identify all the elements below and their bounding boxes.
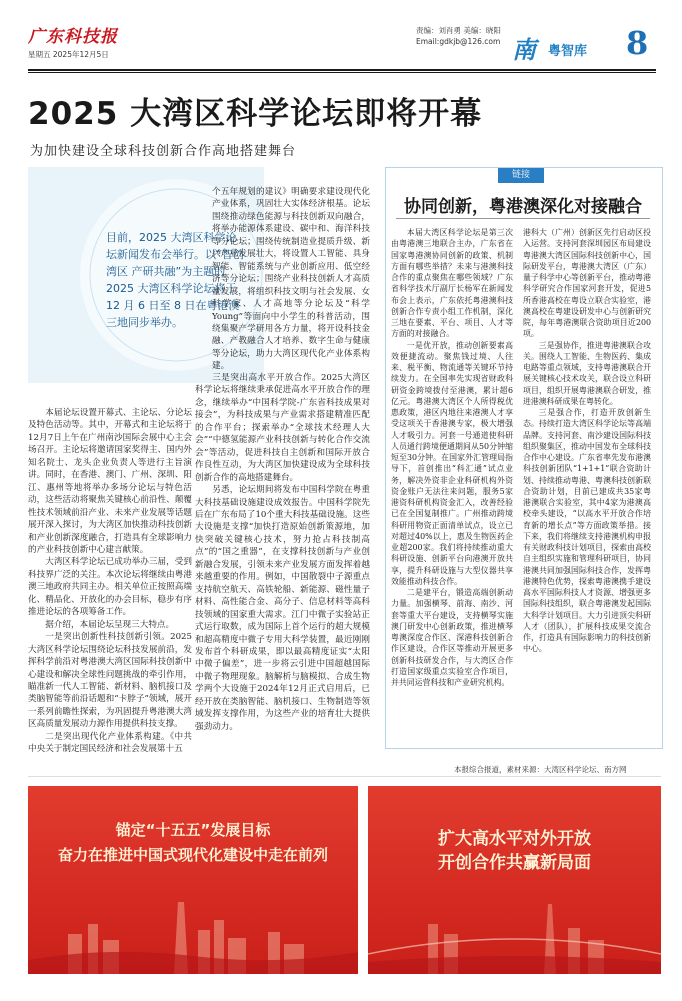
banner-left-line2: 奋力在推进中国式现代化建设中走在前列 <box>57 846 328 864</box>
sidebar-paragraph: 港科大（广州）创新区先行启动区投入运营。支持河套深圳园区布局建设粤港澳大湾区国际科技创新中心，国际研发平台，粤港澳大湾区（广东）量子科学中心等创新平台，推动粤港科学研究合作国家河套开发，促进5所香港高校在粤设立联合实验室，港澳高校在粤建设研发中心与创新研究院，每年粤港澳联合资助项目近200项。 <box>523 228 651 339</box>
section-logo-sub: 粤智库 <box>548 44 588 59</box>
bridge-skyline-icon <box>368 894 661 974</box>
page-title: 2025 大湾区科学论坛即将开幕 <box>28 96 483 132</box>
page-number: 8 <box>626 24 649 62</box>
banner-right-line1: 扩大高水平对外开放 <box>438 829 591 849</box>
editor-email: Email:gdkjb@126.com <box>416 37 501 46</box>
sidebar-paragraph: 二是建平台，锻造高端创新动力量。加强横琴、前海、南沙、河套等重大平台建设，支持横琴实施澳门研发中心创新政策，推进横琴粤澳深度合作区、深港科技创新合作区建设，合作区等推动开展更多创新科技研发合作，与大湾区合作打造国家级重点实验室合作项目，并共同运营科技和产业研究机构。 <box>391 588 513 687</box>
source-credit: 本报综合报道，素材来源：大湾区科学论坛、南方网 <box>454 765 627 774</box>
sidebar-paragraph: 一是优开放，推动创新要素高效便捷流动。聚焦钱过境、人往来、税平衡、物流通等关键环节持续发力。在全国率先实现省财政科研资金跨境拨付至港澳，累计超6亿元。粤港澳大湾区个人所得税优惠政策，港区内地往来港澳人才享受这项关于香港澳专家，极大增强人才吸引力。河套一号通道使科研人员通行跨境便通期间从50分钟缩短至30分钟。在国家外汇管理局指导下，首创推出“科汇通”试点业务，解决外资非企业科研机构外资资金账户无法往来问题，服务5家港资科研机构资金汇入，改善经验已在全国复制推广。广州推动跨境科研用物资正面清单试点，设立已对超过40%以上，惠及生物医药企业超200家。我们将持续推动重大科研设施、创新平台向港澳开放共享，提升科研设施与大型仪器共享效能推动科技合作。 <box>391 340 513 586</box>
section-logo <box>512 30 622 70</box>
city-skyline-icon <box>28 894 358 974</box>
sidebar-title: 协同创新，粤港澳深化对接融合 <box>404 197 642 217</box>
section-logo-main: 南 <box>512 35 536 64</box>
footer-divider <box>28 776 661 777</box>
sidebar-column-2 <box>523 227 651 655</box>
editor-names: 责编：刘肖勇 美编：晓阳 <box>416 26 501 35</box>
article-paragraph: 三是突出高水平开放合作。2025大湾区科学论坛将继续秉承促进高水平开放合作的理念，继续举办“中国科学院-广东省科技成果对接会”，为科技成果与产业需求搭建精准匹配的合作平台；探索举办“全球技术经理人大会”“中德氢能源产业科技创新与转化合作交流会”等活动，促进科技自主创新和国际开放合作良性互动，为大湾区加快建设成为全球科技创新合作的高地搭建舞台。 <box>195 373 370 483</box>
article-paragraph: 本届论坛设置开幕式、主论坛、分论坛及特色活动等。其中，开幕式和主论坛将于12月7日上午在广州南沙国际会展中心主会场召开。主论坛将邀请国家奖得主、国内外知名院士、龙头企业负责人等进行主旨演讲。同时，在香港、澳门、广州、深圳、阳江、惠州等地将举办多场分论坛与特色活动，这些活动将聚焦关键核心前沿性、颠覆性技术领域前沿产业、未来产业发展等话题展开深入探讨，为大湾区加快推动科技创新和产业创新深度融合，打造具有全球影响力的产业科技创新中心建言献策。 <box>28 408 192 555</box>
article-column-2 <box>195 372 370 733</box>
banner-right <box>368 786 661 974</box>
sidebar-column-1 <box>391 227 513 688</box>
article-column-2-top <box>212 186 370 373</box>
sidebar-paragraph: 三是强协作，推进粤港澳联合攻关。围绕人工智能、生物医药、集成电路等重点领域，支持粤港澳联合开展关键核心技术攻关，联合设立科研项目，组织开展粤港澳联合研发，推进港澳科研成果在粤转化。 <box>523 340 651 406</box>
article-paragraph: 另悉，论坛期间将发布中国科学院在粤重大科技基础设施建设成效报告。中国科学院先后在广东布局了10个重大科技基础设施。这些大设施是支撑“加快打造原始创新策源地，加快突破关键核心技术，努力抢占科技制高点”的“国之重器”，在支撑科技创新与产业创新融合发展，引领未来产业发展方面发挥着越来越重要的作用。例如，中国散裂中子源重点支持航空航天、高铁轮船、新能源、磁性量子材料、高性能合金、高分子、信息材料等高科技领域的国家重大需求。江门中微子实验站正式运行取数，成为国际上首个运行的超大规模和超高精度中微子专用大科学装置，最近刚刚发布首个科研成果，即以最高精度证实“太阳中微子偏差”，进一步将云引进中国超越国际中微子物理现象。脑解析与脑模拟、合成生物学两个大设施于2024年12月正式启用后，已经开放在类脑智能、脑机接口、生物制造等领域发挥支撑作用，为这些产业的培育壮大提供强劲动力。 <box>195 485 370 732</box>
article-paragraph: 据介绍，本届论坛呈现三大特点。 <box>45 619 175 630</box>
header-divider <box>28 69 656 71</box>
dateline: 星期五 2025年12月5日 <box>28 50 109 59</box>
banner-left-line1: 锚定“十五五”发展目标 <box>115 821 271 839</box>
lead-paragraph: 目前，2025 大湾区科学论坛新闻发布会举行。以“智创湾区 产研共融”为主题的 2025 大湾区科学论坛将于 12 月 6 日至 8 日在粤港澳三地同步举办。 <box>106 231 244 329</box>
article-paragraph: 一是突出创新性科技创新引领。2025大湾区科学论坛围绕论坛科技发展前沿，发挥科学前沿对粤港澳大湾区国际科技创新中心建设和解决全球性问题挑战的牵引作用，瞄准新一代人工智能、新材料、脑机接口及类脑智能等前沿话题和“卡脖子”领域，展开一系列前瞻性探索，为巩固提升粤港澳大湾区高质量发展动力源作用提供科技支撑。 <box>28 632 192 730</box>
article-column-1 <box>28 407 192 756</box>
masthead <box>28 22 188 59</box>
header-divider-thin <box>28 72 656 73</box>
sidebar-paragraph: 本届大湾区科学论坛是第三次由粤港澳三地联合主办，广东省在国家粤港澳协同创新的政策、机制方面有哪些举措？未来与港澳科技合作的重点聚焦在哪些领域？广东省科学技术厅副厅长杨军在新闻发布会上表示，广东依托粤港澳科技创新合作专责小组工作机制，深化三地在要素、平台、项目、人才等方面的对接融合。 <box>391 228 513 339</box>
article-paragraph: 个五年规划的建议》明确要求建设现代化产业体系，巩固壮大实体经济根基。论坛围绕推动绿色能源与科技创新双向融合，将举办能源体系建设、碳中和、海洋科技等分论坛；围绕传统制造业提质升级、新兴产业发展壮大，将设置人工智能、具身智能、智能系统与产业创新应用、低空经济等分论坛；围绕产业科技创新人才高质量发展，将组织科技文明与社会发展、女科学家、人才高地等分论坛及“科学Young”等面向中小学生的科普活动，围绕集聚产学研用各方力量，将开设科技金融、产教融合人才培养、数字生命与健康等分论坛，助力大湾区现代化产业体系构建。 <box>212 187 370 372</box>
sidebar-title-divider <box>396 218 650 219</box>
subheadline: 为加快建设全球科技创新合作高地搭建舞台 <box>30 144 297 159</box>
banner-right-line2: 开创合作共赢新局面 <box>438 853 591 873</box>
link-tag: 链接 <box>498 168 544 183</box>
editor-credits <box>416 25 501 47</box>
article-paragraph: 二是突出现代化产业体系构建。《中共中央关于制定国民经济和社会发展第十五 <box>28 731 192 755</box>
newspaper-logo: 广东科技报 <box>28 27 118 47</box>
sidebar-paragraph: 三是强合作，打造开放创新生态。持续打造大湾区科学论坛等高端品牌。支持河套、南沙建设国际科技组织聚集区，推动中国发布全球科技合作中心建设。广东省率先发布港澳科技创新团队“1+1+1”联合资助计划、持续推动粤港、粤澳科技创新联合资助计划，目前已建成共35家粤港澳联合实验室，其中4家为港澳高校牵头建设，“以高水平开放合作培育新的增长点”等方面政策举措。接下来，我们将继续支持港澳机构申报有关财政科技计划项目，探索由高校自主组织实施和管理科研项目，协同港澳共同加强国际科技合作，发挥粤港澳特色优势，探索粤港澳携手建设高水平国际科技人才资源、增强更多国际科技组织，联合粤港澳发起国际大科学计划项目。大力引进顶尖科研人才（团队），扩展科技成果交流合作，打造具有国际影响力的科技创新中心。 <box>523 408 651 654</box>
banner-left <box>28 786 358 974</box>
article-paragraph: 大湾区科学论坛已成功举办三届，受到科技界广泛的关注。本次论坛将继续由粤港澳三地政府共同主办。相关单位正按照高端化、精品化、开放化的办会目标，稳步有序推进论坛的各项筹备工作。 <box>28 557 192 618</box>
